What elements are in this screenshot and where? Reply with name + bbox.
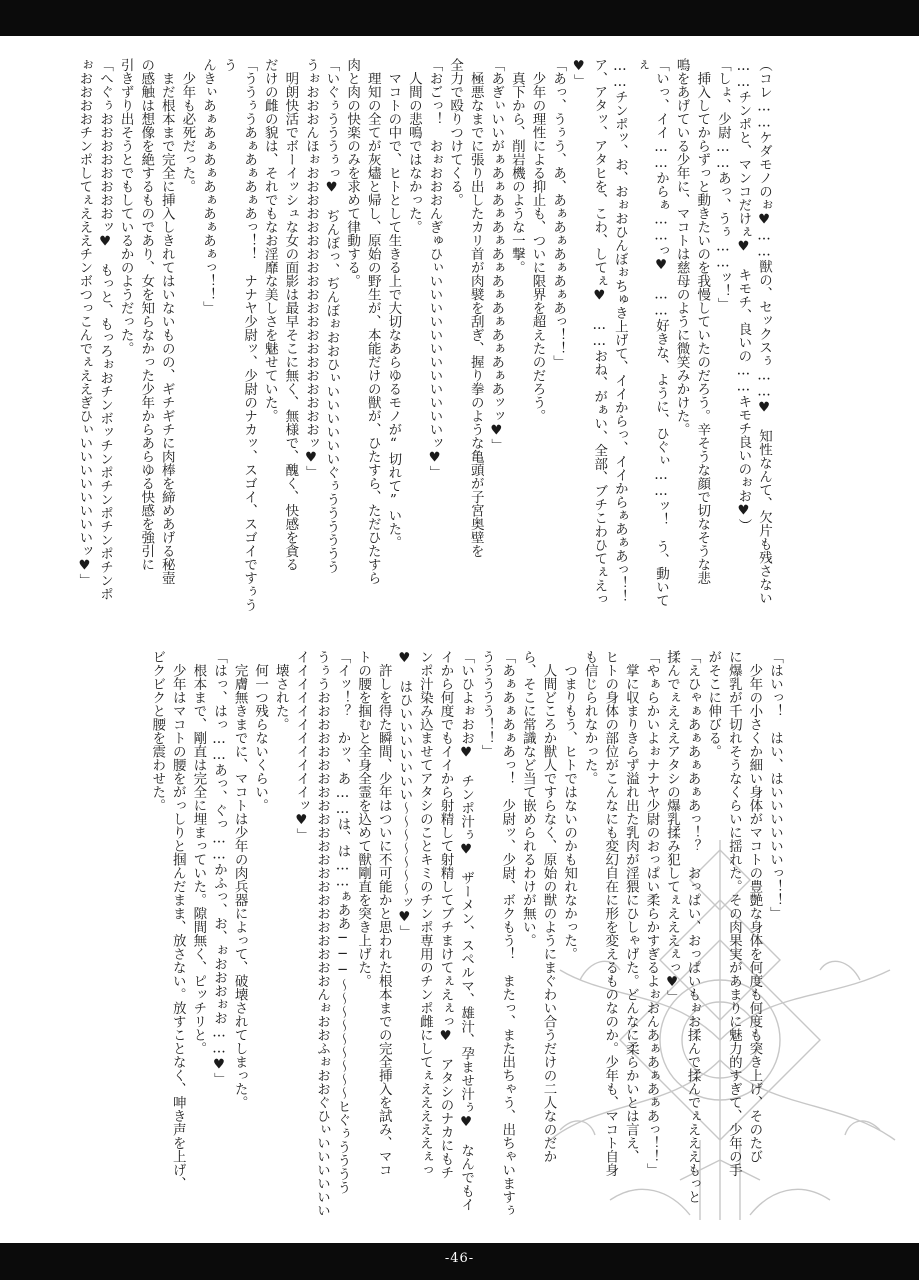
text-line: がそこに伸びる。 [705,650,722,758]
text-line: 理知の全てが灰燼と帰し、原始の野生が、本能だけの獣が、ひたすら、ただひたすら [364,58,381,585]
text-line: 肉と肉の快楽のみを求めて律動する。 [344,58,361,288]
upper-text-block [76,58,774,614]
text-line: ンポ汁染み込ませてアタシのことキミのチンポ専用のチンポ雌にしてぇえええええぇっ [416,650,433,1177]
text-line: 「はっ、はっ……あっ、ぐっ……かふっ、お、ぉおおおぉお……♥」 [210,650,227,1086]
text-line: 人間どころか獣人ですらなく、原始の獣のようにまぐわい合うだけの二人なのだか [540,650,557,1163]
text-line: 「いぐぅうううぅっ♥ ぢんぼっ、ぢんぼぉおおひぃいいいいいいぐぅうううううう [323,58,340,574]
text-line: 「いひよぉおお♥ チンポ汁ぅ♥ ザーメン、スペルマ、雄汁、孕ませ汁ぅ♥ なんでもイ [458,650,475,1211]
page-number: -46- [444,1251,475,1266]
text-line: 「しょ、少尉……あっ、うぅ……ッ！」 [714,58,731,311]
text-line: 根本まで、剛直は完全に埋まっていた。隙間無く、ピッチリと。 [190,650,207,1055]
text-line: だけの雌の貌は、それでもなお淫靡な美しさを魅せていた。 [261,58,278,423]
text-line: 「あっ、うぅう、あ、あぁあぁあぁあぁあっ！！」 [550,58,567,369]
text-line: ううううう！！」 [478,650,495,758]
text-line: 「えひゃぁあぁあぁあぁあっ！？ おっぱい、おっぱいもぉお揉んで揉んでぇえええもっと [684,650,701,1204]
text-line: 「はいっ！ はい、はいいいいいいっ！！」 [767,650,783,920]
text-line: イから何度でもイイから射精して射精してブチまけてぇえぇっ♥ アタシのナカにもチ [437,650,454,1179]
text-line: まだ根本まで完全に挿入しきれてはいないものの、ギチギチに肉棒を締めあげる秘壺 [158,58,175,585]
text-line: 少年の小さくか細い身体がマコトの豊艶な身体を何度も何度も突き上げ、そのたび [746,650,763,1163]
text-line: 少年も必死だった。 [179,58,196,193]
text-line: 揉んでぇえええアタシの爆乳揉み犯してぇえええぇっ♥」 [664,650,681,1004]
text-line: 少年の理性による抑止も、ついに限界を超えたのだろう。 [529,58,546,423]
text-line: んきぃあぁあぁあぁあぁあぁあぁっ！！」 [199,58,216,315]
text-line: つまりもう、ヒトではないのかも知れなかった。 [561,650,578,961]
text-line: 完膚無きまでに、マコトは少年の肉兵器によって、破壊されてしまった。 [231,650,248,1109]
lower-text-block [150,650,785,1225]
text-line: 人間の悲鳴ではなかった。 [405,58,422,234]
text-line: 極悪なまでに張り出したカリ首が肉襞を刮ぎ、握り拳のような亀頭が子宮奥壁を [467,58,484,558]
text-line: マコトの中で、ヒトとして生きる上で大切なあらゆるモノが“切れて”いた。 [385,58,402,549]
text-line: 「イッ！？ かッ、あ……は、は……ぁああ───～～～～～～～～～ヒぐぅうううう [334,650,351,1194]
text-line: 「やぁらかいよぉナナヤ少尉のおっぱい柔らかすぎるよぉおんあぁあぁあぁあっ！！」 [643,650,660,1177]
text-line: 明朗快活でボーイッシュな女の面影は最早そこに無く、無様で、醜く、快感を貪る [282,58,299,571]
text-line: に爆乳が千切れそうなくらいに揺れた。その肉果実があまりに魅力的すぎて、少年の手 [725,650,742,1177]
text-line: の感触は想像を絶するものであり、女を知らなかった少年からあらゆる快感を強引に [138,58,155,571]
text-line: ……チンポと、マンコだけぇ♥ キモチ、良いの……キモチ良いのぉお♥） [735,58,752,532]
text-line: 「おごっ！ おぉおおおんぎゅひぃいいいいいいいいいいいいッ♥」 [426,58,443,479]
text-line: 「あぎぃいいがぁあぁあぁあぁあぁあぁあぁあぁあぁあッッ♥」 [488,58,505,452]
text-line: 何一つ残らないくらい。 [252,650,269,812]
text-line: ビクビクと腰を震わせた。 [149,650,166,812]
text-line: 「あぁあぁあぁあっ！ 少尉ッ、少尉、ボクもう！ またっ、また出ちゃう、出ちゃいますぅ [499,650,516,1217]
text-line: 「いっ、イイ……からぁ……っ♥ ……好きな、ように、ひぐぃ……ッ！ う、動いてぇ [632,58,670,607]
text-line: 少年はマコトの腰をがっしりと掴んだまま、放さない。放すことなく、呻き声を上げ、 [169,650,186,1190]
text-line: ♥ はひいいいいいいい～～～～～～～ッ♥」 [396,650,413,939]
text-line: 鳴をあげている少年に、マコトは慈母のように微笑みかけた。 [673,58,690,436]
text-line: 挿入してからずっと動きたいのを我慢していたのだろう。辛そうな顔で切なそうな悲 [694,58,711,585]
text-line: 「へぐぅおおおおおおおおッ♥ もっと、もっろぉおチンボッチンポチンポチンポチンポ [97,58,113,601]
text-line: うぉおおおんほぉおおおおおおおおおおおおおおおおおおおおッ♥」 [302,58,319,479]
top-black-bar [0,0,919,36]
text-line: （コレ……ケダモノのぉ♥……獣の、セックスぅ……♥ 知性なんて、欠片も残さない [756,58,772,605]
text-line: も信じられなかった。 [581,650,598,785]
text-line: ら、そこに常識など当て嵌められるわけが無い。 [519,650,536,947]
text-line: ぉおおおおチンポしてぇえええチンボつっこんでぇええぎひぃいいいいいいいいッ♥」 [76,58,93,587]
text-line: 引きずり出そうとでもしているかのようだった。 [117,58,134,355]
text-line: 壊された。 [272,650,289,731]
text-line: 掌に収まりきらず溢れ出た乳肉が淫猥にひしゃげた。どんなに柔らかいとは言え、 [622,650,639,1163]
text-line: イイイイイイイイイイイッ♥」 [293,650,310,842]
text-line: 真下から、削岩機のような一撃。 [508,58,525,274]
text-line: ……チンポッ、お、おぉおひんぼぉちゅき上げて、イイからっ、イイからぁあぁあっ！！ [611,58,628,603]
text-line: うぅうおおおおおおおおおおおおおおおおおおおおおおんぉおおふぉおおぐひぃいいいいいい [313,650,330,1217]
text-line: ヒトの身体の部位がこんなにも変幻自在に形を変えるものなのか。少年も、マコト自身 [602,650,619,1177]
text-line: 「ううぅうあぁあぁあぁあっ！！ ナナヤ少尉ッ、少尉のナカッ、スゴイ、スゴイですぅうう [220,58,258,612]
text-line: 全力で殴りつけてくる。 [447,58,464,207]
text-line: ア、アタッ、アタヒを、こわ、してぇ♥ ……おね、がぁい、全部、ブチこわひてぇえっ♥」 [570,58,608,606]
text-line: トの腰を掴むと全身全霊を込めて獣剛直を突き上げた。 [355,650,372,988]
text-line: 許しを得た瞬間、少年はついに不可能かと思われた根本までの完全挿入を試み、マコ [375,650,392,1177]
